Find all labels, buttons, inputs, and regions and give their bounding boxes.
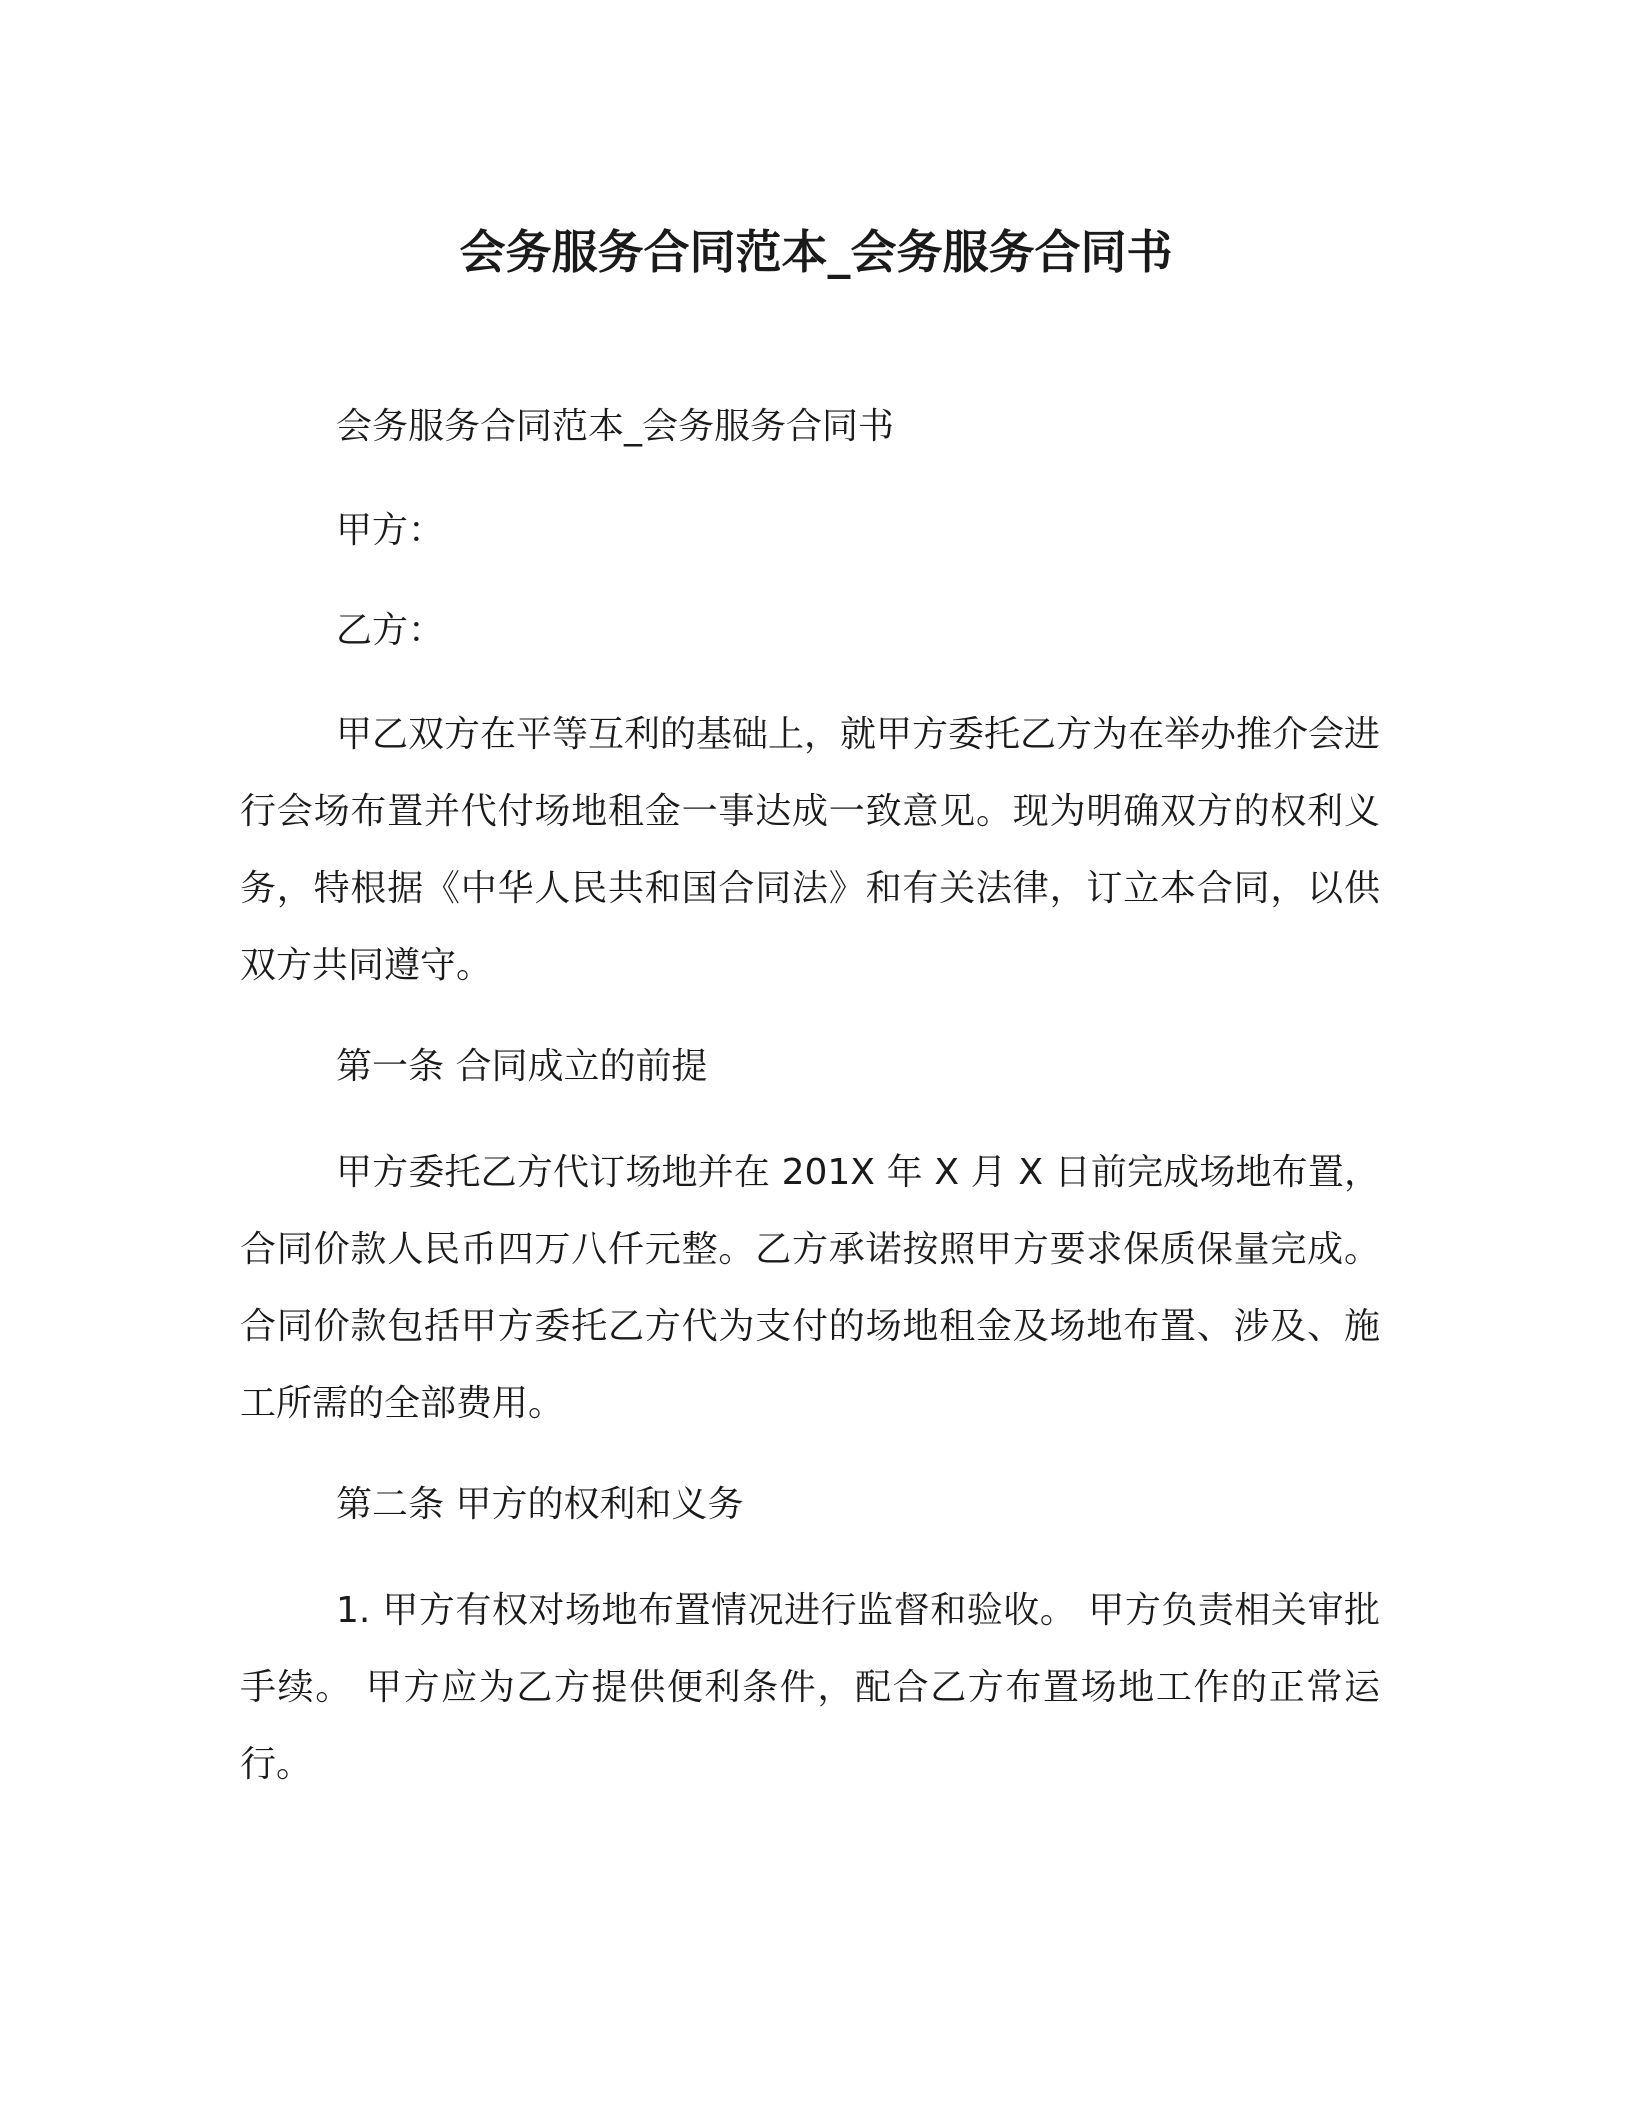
party-a-label: 甲方： (336, 510, 445, 551)
subtitle-text: 会务服务合同范本_会务服务合同书 (336, 406, 895, 447)
article-2-heading-block (240, 1466, 1380, 1543)
party-b-label: 乙方： (336, 610, 445, 651)
paragraph-party-a (240, 492, 1380, 569)
article-1-body: 甲方委托乙方代订场地并在 201X 年 X 月 X 日前完成场地布置，合同价款人民币四万八仟元整。乙方承诺按照甲方要求保质保量完成。合同价款包括甲方委托乙方代为支付的场地租金及场地布置、涉及、施工所需的全部费用。 (240, 1152, 1380, 1424)
paragraph-intro (240, 696, 1380, 1004)
article-2-item-1-block (240, 1572, 1380, 1803)
article-2-heading: 第二条 甲方的权利和义务 (336, 1484, 744, 1525)
document-title: 会务服务合同范本_会务服务合同书 (459, 225, 1173, 279)
article-1-heading: 第一条 合同成立的前提 (336, 1046, 708, 1087)
article-1-heading-block (240, 1028, 1380, 1105)
paragraph-subtitle (240, 388, 1380, 465)
article-1-body-block (240, 1134, 1380, 1442)
paragraph-party-b (240, 592, 1380, 669)
article-2-item-1: 1. 甲方有权对场地布置情况进行监督和验收。 甲方负责相关审批手续。 甲方应为乙方提供便利条件，配合乙方布置场地工作的正常运行。 (240, 1590, 1380, 1785)
intro-text: 甲乙双方在平等互利的基础上，就甲方委托乙方为在举办推介会进行会场布置并代付场地租金一事达成一致意见。现为明确双方的权利义务，特根据《中华人民共和国合同法》和有关法律，订立本合同，以供双方共同遵守。 (240, 714, 1381, 986)
